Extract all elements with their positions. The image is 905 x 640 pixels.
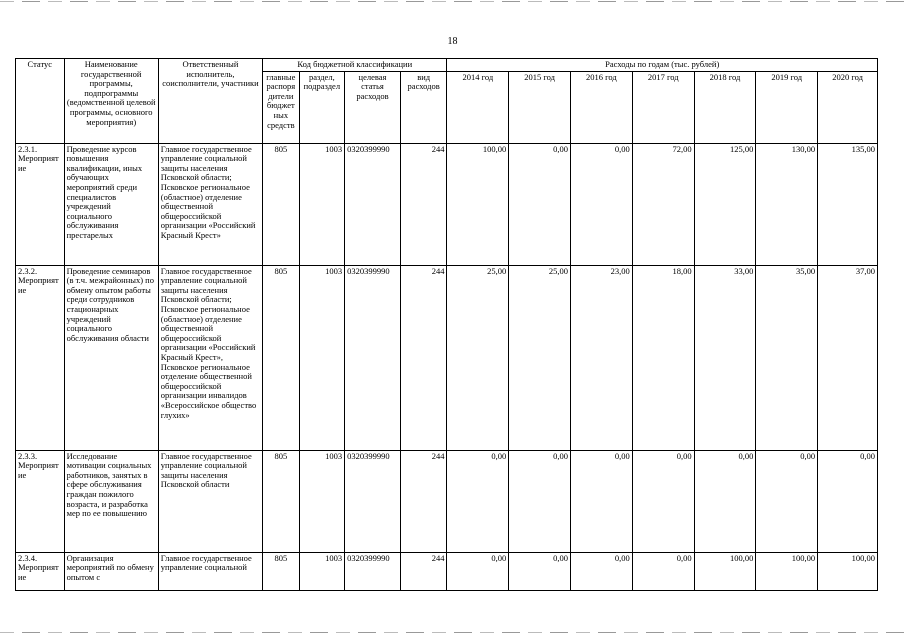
header-year: 2018 год [694, 71, 756, 143]
header-year: 2014 год [447, 71, 509, 143]
row-value: 125,00 [694, 143, 756, 265]
row-value: 0,00 [632, 552, 694, 590]
row-status: Мероприятие [18, 275, 59, 295]
row-name: Исследование мотивации социальных работников, занятых в сфере обслуживания граждан пожилого возраста, и разработка мер по ее повышению [64, 450, 158, 552]
row-value: 0,00 [632, 450, 694, 552]
row-status: Мероприятие [18, 153, 59, 173]
row-type: 244 [400, 265, 447, 450]
row-value: 37,00 [818, 265, 878, 450]
header-row-1 [16, 59, 878, 72]
row-section: 1003 [299, 143, 345, 265]
row-value: 100,00 [818, 552, 878, 590]
row-status: Мероприятие [18, 562, 59, 582]
row-value: 100,00 [694, 552, 756, 590]
header-year: 2016 год [571, 71, 633, 143]
budget-table [15, 58, 878, 591]
row-value: 130,00 [756, 143, 818, 265]
header-year: 2017 год [632, 71, 694, 143]
page-number: 18 [447, 36, 458, 47]
row-type: 244 [400, 450, 447, 552]
row-value: 0,00 [818, 450, 878, 552]
row-responsible: Главное государственное управление социальной защиты населения Псковской области; Псковское региональное (областное) отделение общественной общероссийской организации «Российский Красный Крест» [158, 143, 262, 265]
row-status-cell [16, 143, 65, 265]
row-number: 2.3.3. [18, 450, 38, 461]
scan-artifact-top [0, 1, 905, 2]
row-status-cell [16, 552, 65, 590]
row-type: 244 [400, 143, 447, 265]
row-responsible: Главное государственное управление социальной защиты населения Псковской области; Псковское региональное (областное) отделение общественной общероссийской организации «Российский Красный Крест», Псковское региональное отделение общественной общероссийской организации инвалидов «Всероссийское общество глухих» [158, 265, 262, 450]
row-value: 0,00 [509, 552, 571, 590]
row-status-cell [16, 265, 65, 450]
row-number: 2.3.4. [18, 552, 38, 563]
row-name: Организация мероприятий по обмену опытом с [64, 552, 158, 590]
row-grbs: 805 [263, 143, 299, 265]
row-value: 33,00 [694, 265, 756, 450]
row-value: 0,00 [447, 552, 509, 590]
row-value: 0,00 [694, 450, 756, 552]
header-year: 2020 год [818, 71, 878, 143]
header-target: целевая статья расходов [345, 71, 401, 143]
row-value: 18,00 [632, 265, 694, 450]
row-name: Проведение семинаров (в т.ч. межрайонных) по обмену опытом работы среди сотрудников стационарных учреждений социального обслуживания области [64, 265, 158, 450]
row-target: 0320399990 [345, 143, 401, 265]
row-value: 0,00 [509, 143, 571, 265]
row-value: 25,00 [509, 265, 571, 450]
table-row [16, 552, 878, 590]
row-value: 0,00 [509, 450, 571, 552]
row-target: 0320399990 [345, 450, 401, 552]
row-number: 2.3.1. [18, 143, 38, 154]
row-section: 1003 [299, 450, 345, 552]
header-section: раздел, подраздел [299, 71, 345, 143]
row-grbs: 805 [263, 450, 299, 552]
header-grbs: главные распоря дители бюджет ных средств [263, 71, 299, 143]
table-row [16, 265, 878, 450]
header-year: 2015 год [509, 71, 571, 143]
row-grbs: 805 [263, 265, 299, 450]
row-grbs: 805 [263, 552, 299, 590]
row-value: 0,00 [447, 450, 509, 552]
table-row [16, 143, 878, 265]
row-value: 23,00 [571, 265, 633, 450]
row-value: 135,00 [818, 143, 878, 265]
row-target: 0320399990 [345, 552, 401, 590]
row-value: 72,00 [632, 143, 694, 265]
row-value: 100,00 [447, 143, 509, 265]
row-value: 35,00 [756, 265, 818, 450]
row-name: Проведение курсов повышения квалификации, иных обучающих мероприятий среди специалистов учреждений социального обслуживания престарелых [64, 143, 158, 265]
header-responsible: Ответственный исполнитель, соисполнители, участники [158, 59, 262, 144]
row-status: Мероприятие [18, 460, 59, 480]
header-expenses: Расходы по годам (тыс. рублей) [447, 59, 878, 72]
header-type: вид расходов [400, 71, 447, 143]
header-budget-code: Код бюджетной классификации [263, 59, 447, 72]
row-section: 1003 [299, 552, 345, 590]
row-section: 1003 [299, 265, 345, 450]
row-responsible: Главное государственное управление социальной защиты населения Псковской области [158, 450, 262, 552]
scan-artifact-bottom [0, 632, 905, 633]
header-year: 2019 год [756, 71, 818, 143]
row-value: 25,00 [447, 265, 509, 450]
row-value: 0,00 [756, 450, 818, 552]
row-status-cell [16, 450, 65, 552]
row-value: 0,00 [571, 450, 633, 552]
row-value: 0,00 [571, 143, 633, 265]
header-status: Статус [16, 59, 65, 144]
row-value: 100,00 [756, 552, 818, 590]
row-value: 0,00 [571, 552, 633, 590]
row-number: 2.3.2. [18, 265, 38, 276]
header-name: Наименование государственной программы, подпрограммы (ведомственной целевой программы, основного мероприятия) [64, 59, 158, 144]
row-type: 244 [400, 552, 447, 590]
table-row [16, 450, 878, 552]
row-responsible: Главное государственное управление социальной [158, 552, 262, 590]
row-target: 0320399990 [345, 265, 401, 450]
